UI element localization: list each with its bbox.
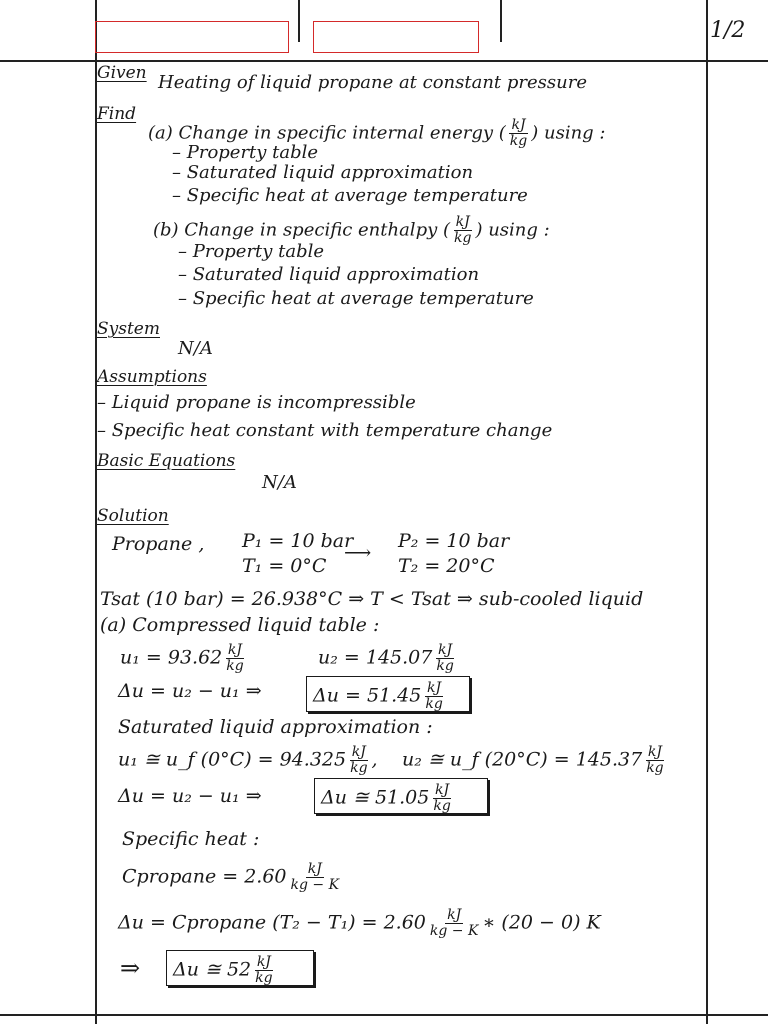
header-field-1[interactable] — [95, 21, 289, 53]
du-definition-2: Δu = u₂ − u₁ ⇒ — [118, 785, 262, 807]
result-box: Δu = 51.45 $\frac{kJ}{kg}$ — [306, 676, 470, 712]
solution-label: Solution — [97, 506, 169, 526]
state1-pressure: P₁ = 10 bar — [242, 530, 354, 552]
u1-sat: u₁ ≅ u_f (0°C) = 94.325 $\frac{kJ}{kg}$ , — [118, 744, 378, 776]
assumption-item: – Liquid propane is incompressible — [97, 392, 416, 413]
basic-equations-value: N/A — [262, 472, 297, 493]
find-a-item: – Saturated liquid approximation — [172, 162, 474, 183]
find-a-item: – Property table — [172, 142, 319, 163]
assumptions-label: Assumptions — [97, 367, 207, 387]
state2-pressure: P₂ = 10 bar — [398, 530, 510, 552]
header-field-2[interactable] — [313, 21, 479, 53]
state2-temperature: T₂ = 20°C — [398, 555, 495, 577]
system-value: N/A — [178, 338, 213, 359]
footer-rule — [0, 1014, 768, 1016]
assumption-item: – Specific heat constant with temperature change — [97, 420, 553, 441]
du-final-result: Δu ≅ 52 — [173, 958, 252, 981]
u2-sat: u₂ ≅ u_f (20°C) = 145.37 $\frac{kJ}{kg}$ — [402, 744, 664, 776]
result-box: Δu ≅ 51.05 $\frac{kJ}{kg}$ — [314, 778, 488, 814]
given-text: Heating of liquid propane at constant pressure — [158, 72, 587, 93]
find-b-item: – Specific heat at average temperature — [178, 288, 534, 309]
find-b: (b) Change in specific enthalpy ( $\frac{kJ}{kg}$ ) using : — [153, 214, 550, 246]
given-label: Given — [97, 63, 147, 83]
header-divider — [298, 0, 300, 42]
right-margin-line — [706, 0, 708, 1024]
find-b-item: – Saturated liquid approximation — [178, 264, 480, 285]
du-table-result: Δu = 51.45 — [313, 684, 422, 707]
find-b-item: – Property table — [178, 241, 325, 262]
result-box: Δu ≅ 52 $\frac{kJ}{kg}$ — [166, 950, 314, 986]
find-label: Find — [97, 104, 137, 124]
specific-heat-heading: Specific heat : — [122, 828, 260, 850]
u2-table: u₂ = 145.07 $\frac{kJ}{kg}$ — [318, 642, 454, 674]
u1-table: u₁ = 93.62 $\frac{kJ}{kg}$ — [120, 642, 244, 674]
find-a: (a) Change in specific internal energy ( $\frac{kJ}{kg}$ ) using : — [148, 117, 606, 149]
find-a-item: – Specific heat at average temperature — [172, 185, 528, 206]
cp-value: Cpropane = 2.60 $\frac{kJ}{kg - K}$ — [122, 861, 340, 893]
state1-temperature: T₁ = 0°C — [242, 555, 327, 577]
system-label: System — [97, 319, 160, 339]
sat-heading: Saturated liquid approximation : — [118, 716, 433, 738]
saturation-check: Tsat (10 bar) = 26.938°C ⇒ T < Tsat ⇒ sub-cooled liquid — [100, 588, 644, 610]
process-arrow: ⟶ — [344, 542, 372, 564]
propane-label: Propane , — [112, 533, 205, 555]
du-specific-heat: Δu = Cpropane (T₂ − T₁) = 2.60 $\frac{kJ}{kg - K}$ ∗ (20 − 0) K — [118, 907, 601, 939]
implies-arrow: ⇒ — [120, 954, 141, 982]
page-number: 1/2 — [710, 18, 746, 43]
du-sat-result: Δu ≅ 51.05 — [321, 786, 430, 809]
basic-equations-label: Basic Equations — [97, 451, 236, 471]
header-divider — [500, 0, 502, 42]
du-definition: Δu = u₂ − u₁ ⇒ — [118, 680, 262, 702]
unit-fraction: $\frac{kJ}{kg}$ — [454, 214, 472, 246]
unit-fraction: $\frac{kJ}{kg}$ — [509, 117, 528, 149]
part-a-heading: (a) Compressed liquid table : — [100, 614, 380, 636]
